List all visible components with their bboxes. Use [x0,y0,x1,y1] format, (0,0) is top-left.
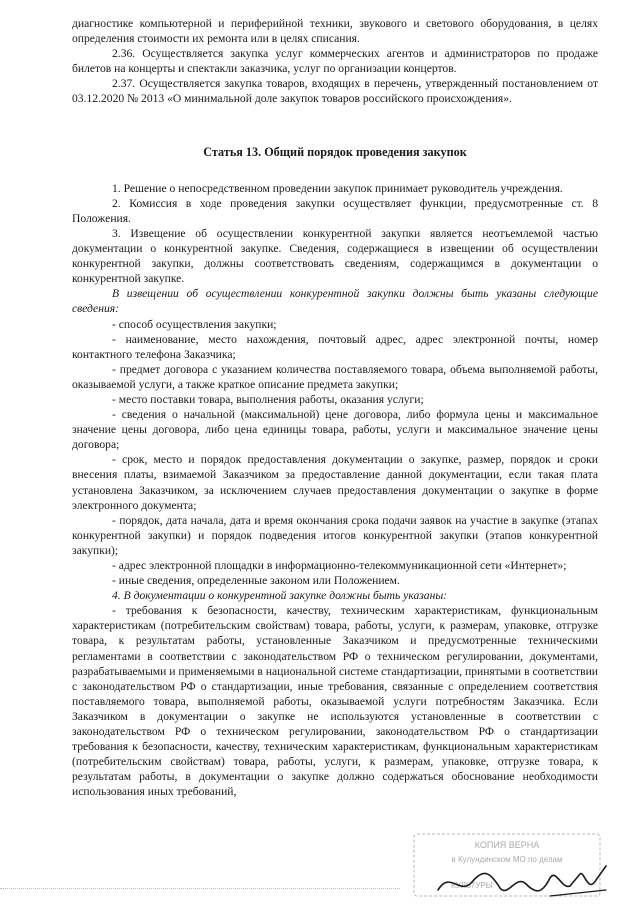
paragraph: - адрес электронной площадки в информационно-телекоммуникационной сети «Интернет»; [112,559,567,572]
stamp-line-2: в Кулундинском МО по делам [451,855,563,864]
paragraph: 1. Решение о непосредственном проведении закупок принимает руководитель учреждения. [112,181,563,195]
stamp-line-3: КУЛЬТУРЫ [451,881,493,890]
paragraph: 2.37. Осуществляется закупка товаров, входящих в перечень, утвержденный постановлением от 03.12.2020 № 2013 «О минимальной доле закупок товаров российского происхождения». [72,77,598,106]
paragraph: - место поставки товара, выполнения работы, оказания услуги; [112,392,424,406]
paragraph: - наименование, место нахождения, почтовый адрес, адрес электронной почты, номер контактного телефона Заказчика; [72,332,598,361]
paragraph: 2.36. Осуществляется закупка услуг коммерческих агентов и администраторов по продаже билетов на концерты и спектакли заказчика, услуг по организации концертов. [72,47,598,76]
article-heading: Статья 13. Общий порядок проведения закупок [203,144,467,159]
paragraph: - предмет договора с указанием количества поставляемого товара, объема выполняемой работы, оказываемой услуги, а также краткое описание предмета закупки; [72,362,598,391]
paragraph: - порядок, дата начала, дата и время окончания срока подачи заявок на участие в закупке (этапах конкурентной закупки) и порядок подведения итогов конкурентной закупки (этапов конкурентной закупки); [72,513,598,557]
paragraph: - сведения о начальной (максимальной) цене договора, либо формула цены и максимальное значение цены договора, либо цена единицы товара, работы, услуги и максимальное значение цены договора; [72,408,598,452]
paragraph: В извещении об осуществлении конкурентной закупки должны быть указаны следующие сведения: [72,287,598,316]
paragraph: - способ осуществления закупки; [112,317,277,331]
paragraph: 2. Комиссия в ходе проведения закупки осуществляет функции, предусмотренные ст. 8 Положения. [72,196,598,225]
paragraph: - иные сведения, определенные законом или Положением. [112,574,400,588]
paragraph: - срок, место и порядок предоставления документации о закупке, размер, порядок и сроки внесения платы, взимаемой Заказчиком за предоставление данной документации, если такая плата установлена Заказчиком, за исключением случаев предоставления документации о закупке в форме электронного документа; [72,453,598,512]
handwritten-signature [430,860,610,902]
paragraph: - требования к безопасности, качеству, техническим характеристикам, функциональным характеристикам (потребительским свойствам) товара, работы, услуги, к размерам, упаковке, отгрузке товара, к результатам работы, установленные Заказчиком и предусмотренные техническими регламентами в соответствии с законодательством РФ о техническом регулировании, документами, разрабатываемыми и применяемыми в национальной системе стандартизации, принятыми в соответствии с законодательством РФ о стандартизации, иные требования, связанные с определением соответствия поставляемого товара, выполняемой работы, оказываемой услуги потребностям Заказчика. Если Заказчиком в документации о закупке не используются установленные в соответствии с законодательством РФ о техническом регулировании, законодательством РФ о стандартизации требования к безопасности, качеству, техническим характеристикам, функциональным характеристикам (потребительским свойствам) товара, работы, услуги, к размерам, упаковке, отгрузке товара, к результатам работы, в документации о закупке должно содержаться обоснование необходимости использования иных требований, [72,604,598,799]
page-bottom-rule [0,888,400,889]
paragraph: 3. Извещение об осуществлении конкурентной закупки является неотъемлемой частью документации о конкурентной закупке. Сведения, содержащиеся в извещении об осуществлении конкурентной закупки, должны соответствовать сведениям, содержащимся в документации о конкурентной закупке. [72,226,598,286]
paragraph: диагностике компьютерной и периферийной техники, звукового и светового оборудования, в целях определения стоимости их ремонта или в целях списания. [72,17,598,46]
stamp-line-1: КОПИЯ ВЕРНА [474,840,540,850]
document-body [72,16,598,800]
paragraph: 4. В документации о конкурентной закупке должны быть указаны: [112,589,448,603]
